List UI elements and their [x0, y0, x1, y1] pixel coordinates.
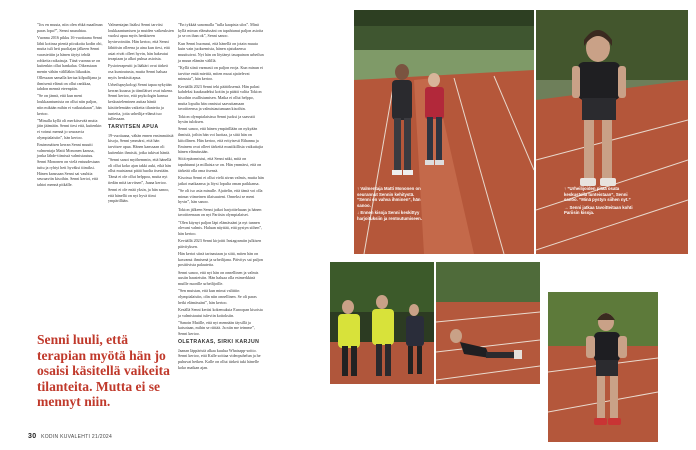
photo-coaching-group [330, 262, 434, 384]
caption-right [564, 186, 634, 218]
col1-p7: Urheilupsykologi Senni tapaa nykyään kerran kuussa ja tiimiläiset ovat tukena. Senni kertoo, että psykologin kanssa keskusteleminen auttaa häntä käsittelemään vaikeita tilanteita ja tunteita, joita urheilija-elämä tuo tullessaan. [108, 82, 175, 122]
col2-p14: ”Sen muistan, että kun minut valittiin olympialaisiin, olin niin onnellinen. Se oli paras hetki elämässäni”, hän kertoo. [178, 288, 258, 305]
col2-p6: Siitä epäonnistui, että Senni näki, mitä on tapahtunut ja millaista se on. Hän ymmärsi, että on tärkeää olla oma itsensä. [178, 156, 263, 173]
caption-left-2: ↓ Ennen kisoja Senni keskittyy harjoituksiin ja rentoutumiseen. [357, 210, 422, 221]
col1-p4: Ensimmäisen kerran Senni muutti valmentaja Matti Mononen kanssa, jonka lähde-tiimissä valmistautuu. Senni Mononen on vielä entuudestaan tuttu ja ryhtyi heti hyväksi tiimiksi. Hänen kanssaan Senni sai vauhtia seuraaviin kisoihin. Senni kertoi, että tahtoi mennä pitkälle. [37, 142, 101, 187]
caption-right-1: ↑ ”Urheilijoiden pitää osata keskustella tunteistaan”, Senni sanoo. ”Minä pystyn siihen nyt.” [564, 186, 631, 203]
page-footer [28, 433, 112, 440]
caption-left-1: ↑ Valmentaja Matti Mononen on seurannut Sennin kehitystä. ”Senni on vahva ihminen”, hän sanoo. [357, 186, 421, 208]
col2-p8: ”Se oli iso asia minulle. Ajattelin, että tämä voi olla minun viimeinen tilaisuuteni. Onneksi se meni hyvin”, hän sanoo. [178, 187, 264, 205]
col2-p9: Tokion jälkeen Senni jatkoi harjoitteluaan ja hänen tavoitteenaan on nyt Pariisin olympialaiset. [178, 206, 263, 218]
section-subhead: TARVITSEN APUA [108, 123, 159, 130]
col1-p5: Valmentajan lisäksi Senni tarvitsi loukkaantumisen ja muiden vaikeuksien vuoksi apua myös henkiseen hyvinvointiin. Hän kertoo, että Senni lähtöisin olleena ja aina kun tiesi, että asiat eivät olleet hyvin, hän hakeutui terapiaan ja alkoi puhua asioista. [108, 22, 175, 62]
article-column-2 [178, 22, 264, 372]
caption-left [357, 186, 429, 224]
col2-p15: Kesällä Senni keräsi kokemuksia Euroopan kisoista ja valmistautui tuleviin koitoksiin. [178, 306, 264, 318]
pull-quote: Senni luuli, että terapian myötä hän jo osaisi käsitellä vaikeita tilanteita. Mutta ei se mennyt niin. [37, 332, 170, 410]
page-number: 30 [28, 433, 37, 440]
article-column-1b [108, 22, 174, 206]
col1-p6: Fysioterapeutti ja lääkäri ovat tärkeä osa kuntoutusta, mutta Senni haluaa myös henkistä apua. [108, 63, 169, 80]
col2-p16: ”Sanoin Matille, että nyt mennään täysillä ja katsotaan, mihin se riittää. Ja niin me teimme”, Senni kertoo. [178, 319, 257, 337]
col1-paragraphs [37, 22, 103, 188]
col2-tail: Jaanan läppäristä alkaa kuulua Whatsapp-soitto. Senni kertoo, että Kalle soittaa videopuhelun ja he puhuvat hetken. Kalle on ollut tärkeä tuki hänelle koko matkan ajan. [178, 347, 262, 370]
photo-walking-track [354, 10, 534, 254]
col1b-p2: Senni ei ole enää yksin, ja hän sanoo, että hänellä on nyt hyvä tiimi ympärillään. [108, 186, 171, 204]
col2-p13: Senni sanoo, että nyt hän on onnellinen ja valmis uusiin haasteisiin. Hän haluaa olla esimerkkinä muille nuorille urheilijoille. [178, 269, 260, 287]
caption-right-2: → Senni jatkaa tavoitteitaan kohti Pariisin kisoja. [564, 204, 633, 216]
magazine-issue: KODIN KUVALEHTI 21/2024 [41, 434, 113, 440]
col1b-p0: 19-vuotiaana, vähän ennen ensimmäisiä kisoja, Senni ymmärsi, että hän tarvitsee apua. Hänen kanssaan oli kuitenkin ihmisiä, jotka tukivat häntä. [108, 132, 175, 155]
col1-p1: Vuonna 2016 pikku 16-vuotiaana Senni lähti kotinsa pientä piirakoita kodin ohi, mutta tuli heti puoliajan jälkeen Senni varastettiin ja hänen täytyi tehdä rohkeita ratkaisuja. Tänä vuonna se on kuitenkin ollut hankalaa. Oikeastaan menin vähän välilläkin liikaakin. Ollessaan samalla kertaa kilpailijana ja ihmisenä elämä on ollut rankkaa, tahdon mennä eteenpäin. [37, 34, 104, 92]
col2-p4: Tokion olympialaisissa Senni juoksi ja saavutti hyvän tuloksen. [178, 113, 256, 125]
photo-runner-portrait [536, 10, 688, 254]
col2-p12: Hän kertoi siinä tarinastaan ja siitä, miten hän on kasvanut ihmisenä ja urheilijana. Päivitys sai paljon positiivista palautetta. [178, 251, 264, 268]
col2-p7: Kisoissa Senni ei ollut vielä aivan valmis, mutta hän jatkoi matkaansa ja löysi lopulta oman paikkansa. [178, 175, 265, 186]
col1-p3: ”Minulla kyllä oli merkitsevää mutta jäin jäämään. Senni tiesi että, kuitenkin ei voinut mennä jo seuraavia olympialaisiin”, hän kertoo. [37, 117, 103, 140]
col1-p2: ”Se on jännä, että kun meni loukkaantumista on ollut niin paljon, niin mikään mihin ei vaikutakaan”, hän kertoo. [37, 93, 103, 116]
col2-p11: Keväällä 2023 Senni kirjoitti Instagramiin julkisen päivityksen. [178, 238, 263, 249]
col2-p2: ”Kyllä siinä varmasti on paljon eroja. Kun minun ei tarvitse enää miettiä, miten muut ajattelevat minusta”, hän kertoo. [178, 64, 264, 82]
col2-p3: Keväällä 2023 Senni teki päätöksensä. Hän palasi kahdeksi kuukaudeksi kotiin ja päätti valita Tokion kisoihin osallistumisen. Matka ei ollut helppo, mutta lopulta hän onnistui saavuttamaan tavoitteensa ja valmistautumaan kisoihin. [178, 83, 263, 112]
col2-p5: Senni sanoo, että hänen ympärillään on nykyään ihmisiä, joihin hän voi luottaa, ja siitä hän on kiitollinen. Hän kertoo, että erityisesti Rihanna ja Eminem ovat olleet tärkeitä musiikillisia vaikuttajia hänen elämässään. [178, 126, 264, 155]
article-column-1 [37, 22, 103, 189]
col2-p0: ”En tykkää sanomalla ”tulla kaapista ulos”. Minä kyllä minun elämässäni on tapahtunut paljon asioita ja se on ihan ok”, Senni sanoo. [178, 22, 265, 39]
col2-p10: ”Olen käynyt paljon läpi elämässäni ja nyt tunnen olevani valmis. Haluan näyttää, että pystyn siihen”, hän kertoo. [178, 219, 264, 236]
col1b-p1: ”Senni sanoi myöhemmin, että hänellä oli ollut koko ajan takki auki, eikä hän ollut muistanut pitää huolta itsestään. Tämä ei ole ollut helppoa, mutta nyt tiedän mitä tarvitsen”, Jaana kertoo. [108, 156, 173, 185]
photo-runner-action [548, 292, 658, 442]
col2-p1: Kun Senni huomasi, että hänellä on jotain muuta kuin vain juoksemista, hänen ajatuksensa muuttuivat. Nyt hän on löytänyt tasapainon urheilun ja muun elämän välillä. [178, 40, 265, 63]
photo-stretching-track [436, 262, 540, 384]
col1-p0: ”Jos en muuta, niin olen ehkä maailman paras lopa?”, Senni naurahtaa. [37, 22, 104, 33]
photo-credit: OLETRAKAS, SIRKI KARJUN [178, 338, 260, 345]
